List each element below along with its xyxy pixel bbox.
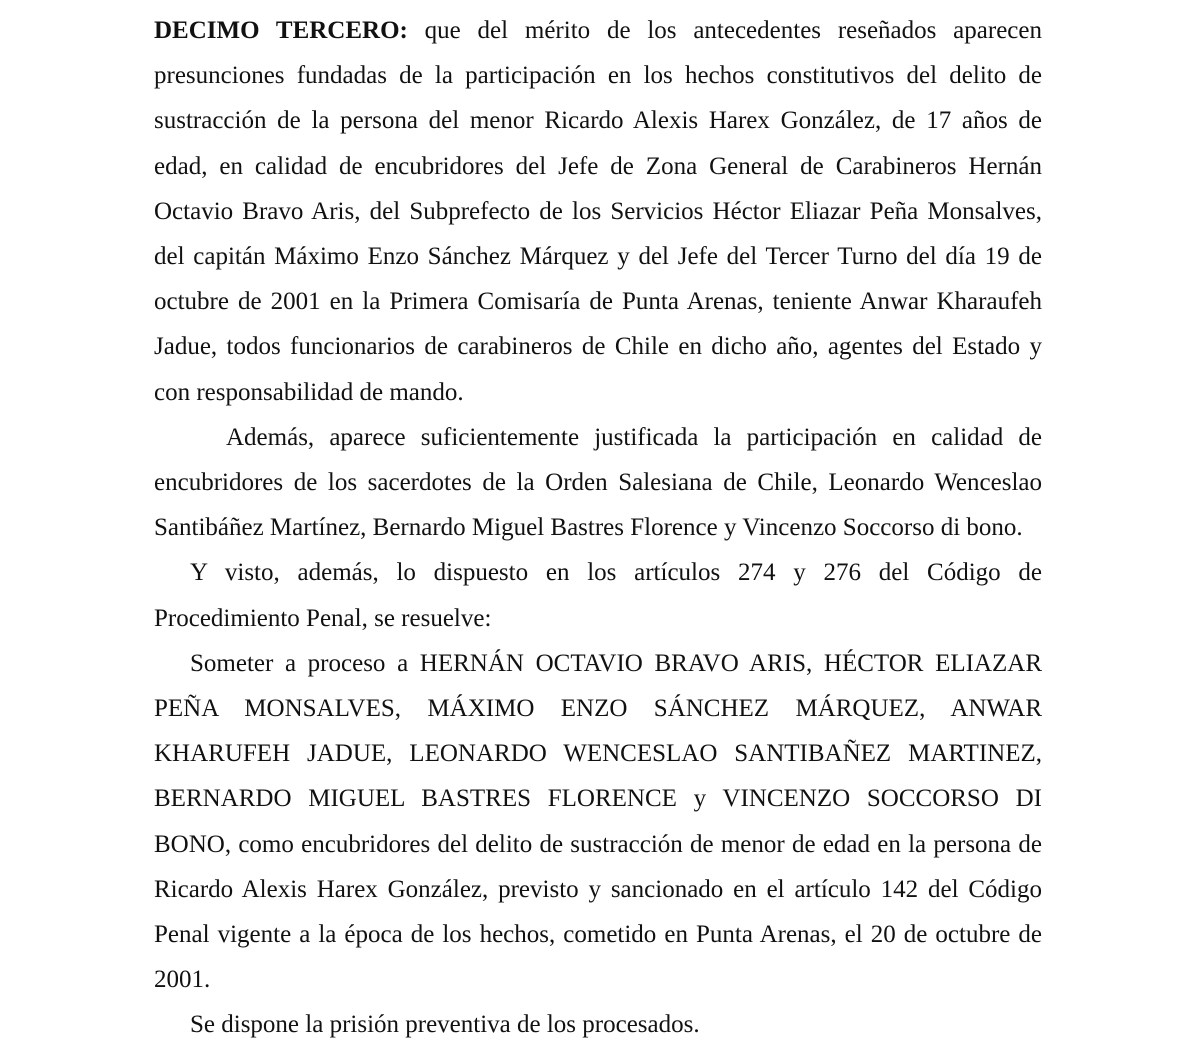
paragraph-text: que del mérito de los antecedentes reseñados aparecen presunciones fundadas de la participación en los hechos constitutivos del delito de sustracción de la persona del menor Ricardo Alexis Harex González, de 17 años de edad, en calidad de encubridores del Jefe de Zona General de Carabineros Hernán Octavio Bravo Aris, del Subprefecto de los Servicios Héctor Eliazar Peña Monsalves, del capitán Máximo Enzo Sánchez Márquez y del Jefe del Tercer Turno del día 19 de octubre de 2001 en la Primera Comisaría de Punta Arenas, teniente Anwar Kharaufeh Jadue, todos funcionarios de carabineros de Chile en dicho año, agentes del Estado y con responsabilidad de mando. — [154, 17, 1042, 406]
paragraph-someter-a-proceso: Someter a proceso a HERNÁN OCTAVIO BRAVO ARIS, HÉCTOR ELIAZAR PEÑA MONSALVES, MÁXIMO ENZO SÁNCHEZ MÁRQUEZ, ANWAR KHARUFEH JADUE, LEONARDO WENCESLAO SANTIBAÑEZ MARTINEZ, BERNARDO MIGUEL BASTRES FLORENCE y VINCENZO SOCCORSO DI BONO, como encubridores del delito de sustracción de menor de edad en la persona de Ricardo Alexis Harex González, previsto y sancionado en el artículo 142 del Código Penal vigente a la época de los hechos, cometido en Punta Arenas, el 20 de octubre de 2001. — [154, 649, 1042, 994]
paragraph-decimo-tercero — [154, 8, 1042, 415]
paragraph-prision-preventiva: Se dispone la prisión preventiva de los procesados. — [190, 1011, 700, 1039]
document-page — [154, 8, 1042, 1048]
paragraph-ademas: Además, aparece suficientemente justificada la participación en calidad de encubridores de los sacerdotes de la Orden Salesiana de Chile, Leonardo Wenceslao Santibáñez Martínez, Bernardo Miguel Bastres Florence y Vincenzo Soccorso di bono. — [154, 423, 1042, 542]
section-heading: DECIMO TERCERO: — [154, 17, 408, 44]
paragraph-y-visto: Y visto, además, lo dispuesto en los artículos 274 y 276 del Código de Procedimiento Penal, se resuelve: — [154, 559, 1042, 632]
